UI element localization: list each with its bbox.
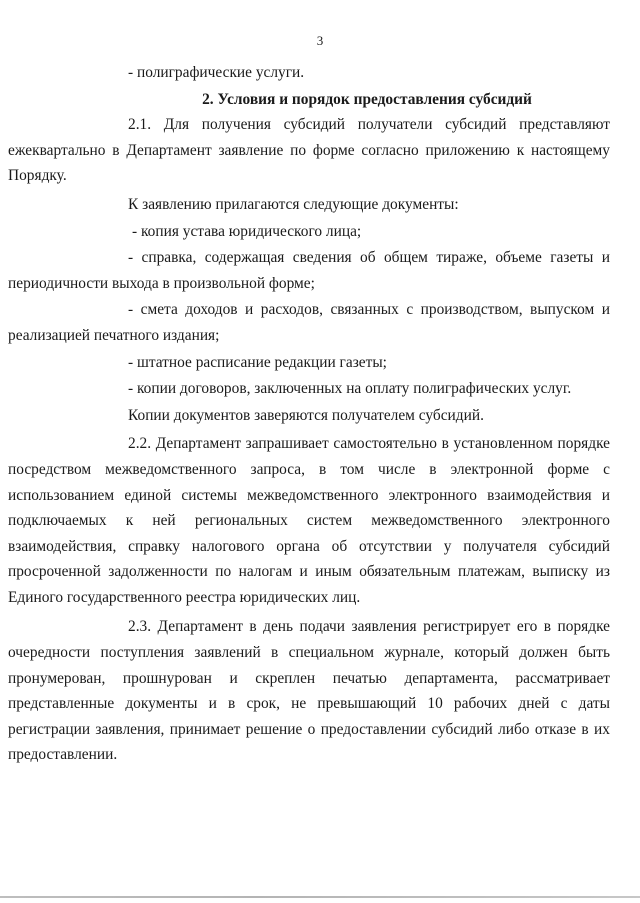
document-item-staff-schedule: - штатное расписание редакции газеты;	[128, 353, 387, 371]
paragraph-2-1: 2.1. Для получения субсидий получатели субсидий представляют ежеквартально в Департамент заявление по форме согласно приложению к настоящему Порядку.	[8, 116, 610, 185]
document-item-contracts: - копии договоров, заключенных на оплату полиграфических услуг.	[128, 380, 572, 398]
page-number: 3	[316, 33, 324, 48]
document-item-charter: - копия устава юридического лица;	[132, 222, 362, 240]
intro-list-item: - полиграфические услуги.	[128, 64, 305, 81]
document-item-certificate: - справка, содержащая сведения об общем тираже, объеме газеты и периодичности выхода в произвольной форме;	[8, 249, 610, 292]
paragraph-2-3: 2.3. Департамент в день подачи заявления регистрирует его в порядке очередности поступления заявлений в специальном журнале, который должен быть пронумерован, прошнурован и скреплен печатью департамента, рассматривает представленные документы и в срок, не превышающий 10 рабочих дней с даты регистрации заявления, принимает решение о предоставлении субсидий либо отказе в их предоставлении.	[8, 618, 610, 764]
scan-bottom-edge	[0, 896, 640, 898]
document-item-estimate: - смета доходов и расходов, связанных с производством, выпуском и реализацией печатного издания;	[8, 301, 610, 344]
documents-intro: К заявлению прилагаются следующие документы:	[128, 195, 459, 213]
section-heading: 2. Условия и порядок предоставления субсидий	[202, 90, 532, 108]
paragraph-2-2: 2.2. Департамент запрашивает самостоятельно в установленном порядке посредством межведомственного запроса, в том числе в электронной форме с использованием единой системы межведомственного электронного взаимодействия и подключаемых к ней региональных систем межведомственного электронного взаимодействия, справку налогового органа об отсутствии у получателя субсидий просроченной задолженности по налогам и иным обязательным платежам, выписку из Единого государственного реестра юридических лиц.	[8, 435, 610, 606]
certification-note: Копии документов заверяются получателем субсидий.	[128, 406, 484, 424]
document-body	[8, 60, 610, 768]
